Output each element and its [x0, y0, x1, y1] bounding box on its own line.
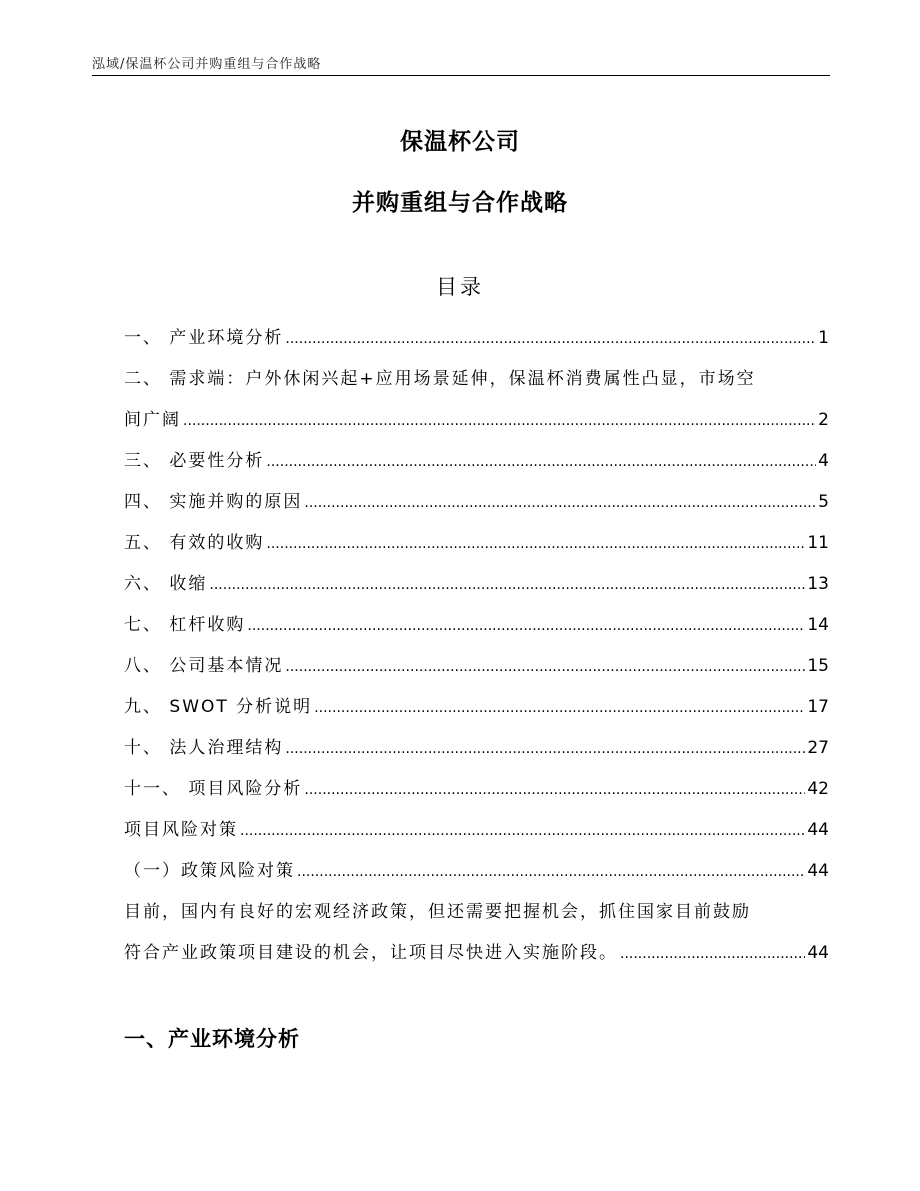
toc-entry[interactable]	[124, 728, 829, 769]
toc-entry-title[interactable]: 九、 SWOT 分析说明	[124, 697, 313, 717]
toc-entry[interactable]	[124, 523, 829, 564]
toc-entry-page: 27	[807, 738, 829, 758]
toc-entry-title[interactable]: 六、 收缩	[124, 574, 208, 594]
toc-entry-title[interactable]: 八、 公司基本情况	[124, 656, 284, 676]
toc-entry-page: 44	[807, 820, 829, 840]
toc-leader-dots	[266, 441, 816, 483]
toc-entry[interactable]	[124, 359, 829, 441]
toc-entry[interactable]	[124, 810, 829, 851]
toc-entry[interactable]	[124, 646, 829, 687]
toc-entry-title[interactable]: 一、 产业环境分析	[124, 328, 284, 348]
toc-entry-page: 17	[807, 697, 829, 717]
toc-entry-title-line-1[interactable]: 二、 需求端：户外休闲兴起+应用场景延伸，保温杯消费属性凸显，市场空	[124, 369, 756, 389]
toc-leader-dots	[247, 605, 805, 647]
toc-entry-page: 44	[807, 943, 829, 963]
toc-leader-dots	[314, 687, 805, 729]
toc-entry-title[interactable]: 十、 法人治理结构	[124, 738, 284, 758]
toc-entry[interactable]	[124, 769, 829, 810]
toc-entry[interactable]	[124, 564, 829, 605]
toc-leader-dots	[304, 769, 805, 811]
toc-entry-page: 42	[807, 779, 829, 799]
toc-entry[interactable]	[124, 318, 829, 359]
header-divider	[92, 75, 830, 76]
toc-entry-title-line-1[interactable]: 目前，国内有良好的宏观经济政策，但还需要把握机会，抓住国家目前鼓励	[124, 902, 751, 922]
toc-leader-dots	[304, 482, 816, 524]
toc-entry-page: 2	[818, 410, 829, 430]
toc-entry[interactable]	[124, 482, 829, 523]
toc-leader-dots	[266, 523, 805, 565]
toc-entry[interactable]	[124, 892, 829, 974]
toc-entry-page: 4	[818, 451, 829, 471]
toc-entry[interactable]	[124, 605, 829, 646]
toc-entry-title[interactable]: 符合产业政策项目建设的机会，让项目尽快进入实施阶段。	[124, 943, 618, 963]
toc-entry-title[interactable]: 间广阔	[124, 410, 181, 430]
toc-entry-title[interactable]: 项目风险对策	[124, 820, 238, 840]
toc-entry-title[interactable]: 七、 杠杆收购	[124, 615, 246, 635]
toc-entry-title[interactable]: 四、 实施并购的原因	[124, 492, 303, 512]
toc-leader-dots	[620, 933, 805, 975]
toc-entry-page: 5	[818, 492, 829, 512]
toc-leader-dots	[297, 851, 805, 893]
toc-entry-title[interactable]: 三、 必要性分析	[124, 451, 265, 471]
toc-leader-dots	[183, 400, 816, 442]
toc-entry-title[interactable]: （一）政策风险对策	[124, 861, 295, 881]
table-of-contents	[124, 318, 829, 974]
toc-entry[interactable]	[124, 441, 829, 482]
running-header: 泓域/保温杯公司并购重组与合作战略	[92, 57, 322, 72]
toc-entry-page: 14	[807, 615, 829, 635]
toc-entry[interactable]	[124, 687, 829, 728]
toc-leader-dots	[285, 646, 805, 688]
document-title-line-1: 保温杯公司	[400, 129, 520, 155]
toc-entry-page: 11	[807, 533, 829, 553]
toc-entry-page: 15	[807, 656, 829, 676]
toc-leader-dots	[209, 564, 805, 606]
section-heading: 一、产业环境分析	[124, 1027, 300, 1051]
toc-entry-page: 44	[807, 861, 829, 881]
toc-entry-page: 1	[818, 328, 829, 348]
toc-leader-dots	[285, 728, 805, 770]
toc-heading: 目录	[436, 275, 484, 299]
toc-entry-title[interactable]: 五、 有效的收购	[124, 533, 265, 553]
toc-entry-page: 13	[807, 574, 829, 594]
toc-leader-dots	[285, 318, 816, 360]
toc-entry[interactable]	[124, 851, 829, 892]
toc-entry-title[interactable]: 十一、 项目风险分析	[124, 779, 303, 799]
toc-leader-dots	[240, 810, 805, 852]
document-title-line-2: 并购重组与合作战略	[352, 190, 568, 216]
